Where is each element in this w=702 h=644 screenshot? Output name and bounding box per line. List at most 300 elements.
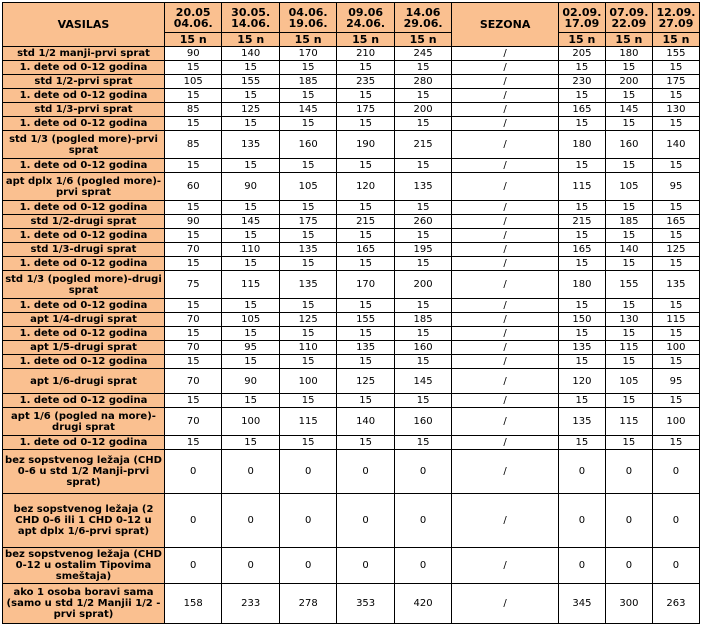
price-cell: 15 [394, 394, 451, 408]
price-cell: 15 [605, 117, 652, 131]
price-cell: 15 [337, 229, 394, 243]
row-label: apt dplx 1/6 (pogled more)-prvi sprat [3, 173, 165, 201]
row-label: 1. dete od 0-12 godina [3, 117, 165, 131]
price-cell: 0 [652, 548, 699, 584]
price-cell: 205 [558, 47, 605, 61]
unit-label: 15 n [222, 33, 279, 47]
price-cell: 190 [337, 131, 394, 159]
price-cell: 0 [337, 548, 394, 584]
season-label: SEZONA [452, 3, 559, 47]
price-cell: 165 [652, 215, 699, 229]
price-cell: 155 [222, 75, 279, 89]
price-cell: 140 [652, 131, 699, 159]
price-cell: 260 [394, 215, 451, 229]
price-cell: 100 [222, 408, 279, 436]
price-cell: 115 [558, 173, 605, 201]
price-cell: 15 [394, 229, 451, 243]
period-from: 12.09. [656, 5, 696, 19]
price-cell: 15 [558, 61, 605, 75]
price-cell: 130 [652, 103, 699, 117]
season-cell: / [452, 103, 559, 117]
price-cell: 130 [605, 313, 652, 327]
price-cell: 185 [394, 313, 451, 327]
price-cell: 15 [337, 436, 394, 450]
price-cell: 15 [222, 257, 279, 271]
row-label: 1. dete od 0-12 godina [3, 327, 165, 341]
price-cell: 15 [279, 355, 336, 369]
price-cell: 160 [279, 131, 336, 159]
price-cell: 15 [605, 436, 652, 450]
price-cell: 15 [279, 257, 336, 271]
price-cell: 15 [394, 159, 451, 173]
price-cell: 15 [164, 61, 221, 75]
price-cell: 0 [279, 450, 336, 494]
price-cell: 0 [558, 548, 605, 584]
price-cell: 0 [394, 548, 451, 584]
price-cell: 60 [164, 173, 221, 201]
price-cell: 15 [605, 159, 652, 173]
table-row [3, 299, 700, 313]
price-cell: 15 [605, 394, 652, 408]
price-cell: 15 [337, 394, 394, 408]
row-label: 1. dete od 0-12 godina [3, 257, 165, 271]
price-cell: 15 [558, 117, 605, 131]
price-cell: 15 [605, 327, 652, 341]
price-cell: 125 [337, 369, 394, 394]
row-label: apt 1/5-drugi sprat [3, 341, 165, 355]
price-cell: 70 [164, 369, 221, 394]
season-cell: / [452, 89, 559, 103]
price-cell: 15 [222, 299, 279, 313]
price-cell: 90 [222, 173, 279, 201]
price-cell: 15 [337, 257, 394, 271]
table-row [3, 341, 700, 355]
row-label: bez sopstvenog ležaja (CHD 0-12 u ostalim Tipovima smeštaja) [3, 548, 165, 584]
table-row [3, 394, 700, 408]
price-cell: 15 [558, 394, 605, 408]
price-cell: 15 [605, 89, 652, 103]
price-cell: 135 [394, 173, 451, 201]
price-cell: 0 [164, 450, 221, 494]
price-cell: 0 [164, 548, 221, 584]
price-cell: 15 [337, 61, 394, 75]
price-cell: 135 [558, 341, 605, 355]
price-cell: 200 [394, 103, 451, 117]
price-cell: 75 [164, 271, 221, 299]
price-cell: 15 [558, 229, 605, 243]
price-cell: 15 [222, 117, 279, 131]
row-label: std 1/3 (pogled more)-drugi sprat [3, 271, 165, 299]
price-cell: 140 [337, 408, 394, 436]
row-label: std 1/2-prvi sprat [3, 75, 165, 89]
table-row [3, 75, 700, 89]
price-cell: 15 [222, 89, 279, 103]
price-cell: 15 [558, 89, 605, 103]
season-cell: / [452, 436, 559, 450]
period-from: 07.09. [609, 5, 649, 19]
price-cell: 95 [652, 369, 699, 394]
period-to: 27.09 [658, 16, 694, 30]
price-cell: 15 [222, 61, 279, 75]
price-cell: 135 [279, 243, 336, 257]
price-cell: 0 [652, 450, 699, 494]
season-cell: / [452, 408, 559, 436]
season-cell: / [452, 494, 559, 548]
price-cell: 345 [558, 584, 605, 624]
price-cell: 160 [394, 408, 451, 436]
price-cell: 15 [652, 61, 699, 75]
table-row [3, 131, 700, 159]
row-label: std 1/3 (pogled more)-prvi sprat [3, 131, 165, 159]
price-cell: 15 [394, 299, 451, 313]
period-to: 17.09 [564, 16, 600, 30]
price-cell: 185 [605, 215, 652, 229]
price-cell: 15 [222, 229, 279, 243]
price-cell: 85 [164, 103, 221, 117]
price-cell: 90 [164, 215, 221, 229]
price-cell: 105 [605, 369, 652, 394]
season-cell: / [452, 47, 559, 61]
price-cell: 263 [652, 584, 699, 624]
price-cell: 15 [222, 394, 279, 408]
period-header [605, 3, 652, 33]
price-cell: 175 [337, 103, 394, 117]
price-cell: 15 [279, 159, 336, 173]
price-cell: 125 [652, 243, 699, 257]
price-cell: 165 [558, 103, 605, 117]
season-cell: / [452, 215, 559, 229]
table-row [3, 313, 700, 327]
price-cell: 15 [558, 159, 605, 173]
price-cell: 195 [394, 243, 451, 257]
price-cell: 0 [164, 494, 221, 548]
price-cell: 115 [605, 341, 652, 355]
price-cell: 15 [652, 436, 699, 450]
price-cell: 15 [222, 327, 279, 341]
price-cell: 233 [222, 584, 279, 624]
table-row [3, 61, 700, 75]
table-row [3, 436, 700, 450]
season-cell: / [452, 201, 559, 215]
row-label: bez sopstvenog ležaja (CHD 0-6 u std 1/2 Manji-prvi sprat) [3, 450, 165, 494]
price-cell: 115 [652, 313, 699, 327]
price-cell: 280 [394, 75, 451, 89]
price-cell: 0 [279, 548, 336, 584]
unit-label: 15 n [558, 33, 605, 47]
row-label: std 1/2 manji-prvi sprat [3, 47, 165, 61]
row-label: ako 1 osoba boravi sama (samo u std 1/2 Manjii 1/2 - prvi sprat) [3, 584, 165, 624]
price-cell: 15 [337, 159, 394, 173]
price-cell: 15 [652, 257, 699, 271]
period-from: 02.09. [562, 5, 602, 19]
price-cell: 15 [164, 327, 221, 341]
price-cell: 420 [394, 584, 451, 624]
price-cell: 15 [652, 201, 699, 215]
price-cell: 15 [337, 89, 394, 103]
price-cell: 15 [337, 327, 394, 341]
period-header [652, 3, 699, 33]
price-cell: 0 [337, 450, 394, 494]
season-cell: / [452, 75, 559, 89]
price-cell: 110 [279, 341, 336, 355]
season-cell: / [452, 341, 559, 355]
price-cell: 15 [394, 327, 451, 341]
price-cell: 70 [164, 408, 221, 436]
price-cell: 155 [337, 313, 394, 327]
unit-label: 15 n [337, 33, 394, 47]
price-cell: 155 [605, 271, 652, 299]
price-cell: 15 [558, 327, 605, 341]
price-cell: 95 [222, 341, 279, 355]
price-cell: 0 [222, 548, 279, 584]
price-cell: 165 [337, 243, 394, 257]
table-row [3, 89, 700, 103]
price-cell: 120 [337, 173, 394, 201]
price-cell: 0 [558, 450, 605, 494]
table-row [3, 271, 700, 299]
period-header [558, 3, 605, 33]
price-cell: 0 [652, 494, 699, 548]
season-cell: / [452, 313, 559, 327]
table-row [3, 548, 700, 584]
row-label: 1. dete od 0-12 godina [3, 394, 165, 408]
price-cell: 0 [222, 450, 279, 494]
price-cell: 15 [558, 299, 605, 313]
price-cell: 0 [394, 450, 451, 494]
price-cell: 15 [605, 257, 652, 271]
price-cell: 105 [164, 75, 221, 89]
table-row [3, 408, 700, 436]
price-cell: 15 [164, 229, 221, 243]
price-cell: 85 [164, 131, 221, 159]
season-cell: / [452, 131, 559, 159]
unit-label: 15 n [394, 33, 451, 47]
price-cell: 278 [279, 584, 336, 624]
price-cell: 135 [222, 131, 279, 159]
price-cell: 70 [164, 243, 221, 257]
price-cell: 90 [164, 47, 221, 61]
table-row [3, 229, 700, 243]
price-cell: 145 [605, 103, 652, 117]
price-cell: 15 [652, 229, 699, 243]
price-cell: 120 [558, 369, 605, 394]
table-row [3, 243, 700, 257]
season-cell: / [452, 229, 559, 243]
price-cell: 15 [652, 355, 699, 369]
unit-label: 15 n [605, 33, 652, 47]
period-to: 24.06. [346, 16, 386, 30]
price-cell: 90 [222, 369, 279, 394]
period-to: 19.06. [288, 16, 328, 30]
season-cell: / [452, 117, 559, 131]
table-row [3, 450, 700, 494]
price-cell: 105 [222, 313, 279, 327]
price-cell: 15 [605, 61, 652, 75]
table-row [3, 369, 700, 394]
price-cell: 160 [394, 341, 451, 355]
price-cell: 150 [558, 313, 605, 327]
price-cell: 15 [164, 436, 221, 450]
row-label: 1. dete od 0-12 godina [3, 355, 165, 369]
row-label: 1. dete od 0-12 godina [3, 89, 165, 103]
row-label: std 1/3-prvi sprat [3, 103, 165, 117]
price-cell: 353 [337, 584, 394, 624]
season-cell: / [452, 584, 559, 624]
price-cell: 105 [605, 173, 652, 201]
price-cell: 105 [279, 173, 336, 201]
season-cell: / [452, 548, 559, 584]
price-cell: 15 [222, 201, 279, 215]
price-cell: 110 [222, 243, 279, 257]
price-cell: 15 [164, 299, 221, 313]
price-cell: 145 [394, 369, 451, 394]
table-row [3, 159, 700, 173]
price-cell: 215 [337, 215, 394, 229]
period-from: 04.06. [288, 5, 328, 19]
season-cell: / [452, 61, 559, 75]
price-cell: 0 [558, 494, 605, 548]
season-cell: / [452, 355, 559, 369]
price-cell: 15 [279, 327, 336, 341]
price-cell: 15 [605, 229, 652, 243]
row-label: 1. dete od 0-12 godina [3, 159, 165, 173]
price-cell: 175 [279, 215, 336, 229]
price-cell: 15 [394, 61, 451, 75]
table-row [3, 355, 700, 369]
row-label: bez sopstvenog ležaja (2 CHD 0-6 ili 1 CHD 0-12 u apt dplx 1/6-prvi sprat) [3, 494, 165, 548]
price-cell: 15 [164, 117, 221, 131]
price-cell: 15 [605, 355, 652, 369]
period-to: 22.09 [611, 16, 647, 30]
season-cell: / [452, 299, 559, 313]
price-table [2, 2, 700, 624]
price-cell: 15 [652, 299, 699, 313]
price-cell: 15 [652, 89, 699, 103]
price-cell: 15 [605, 299, 652, 313]
price-cell: 95 [652, 173, 699, 201]
period-header [337, 3, 394, 33]
table-row [3, 584, 700, 624]
season-cell: / [452, 369, 559, 394]
price-cell: 15 [279, 117, 336, 131]
price-cell: 235 [337, 75, 394, 89]
price-cell: 70 [164, 313, 221, 327]
price-cell: 0 [605, 548, 652, 584]
price-cell: 70 [164, 341, 221, 355]
season-cell: / [452, 271, 559, 299]
price-cell: 180 [558, 131, 605, 159]
price-cell: 15 [558, 436, 605, 450]
price-cell: 15 [394, 201, 451, 215]
season-cell: / [452, 243, 559, 257]
price-cell: 115 [279, 408, 336, 436]
period-to: 14.06. [231, 16, 271, 30]
price-cell: 15 [279, 394, 336, 408]
period-header [279, 3, 336, 33]
price-cell: 140 [222, 47, 279, 61]
period-header [164, 3, 221, 33]
price-cell: 15 [394, 355, 451, 369]
price-cell: 0 [394, 494, 451, 548]
price-cell: 155 [652, 47, 699, 61]
price-cell: 245 [394, 47, 451, 61]
price-cell: 15 [558, 355, 605, 369]
price-cell: 0 [337, 494, 394, 548]
price-cell: 15 [164, 394, 221, 408]
price-cell: 15 [337, 355, 394, 369]
price-cell: 115 [605, 408, 652, 436]
period-from: 30.05. [231, 5, 271, 19]
price-cell: 210 [337, 47, 394, 61]
unit-label: 15 n [652, 33, 699, 47]
price-cell: 140 [605, 243, 652, 257]
price-cell: 200 [605, 75, 652, 89]
price-cell: 15 [164, 201, 221, 215]
price-cell: 145 [279, 103, 336, 117]
period-header [222, 3, 279, 33]
price-cell: 135 [558, 408, 605, 436]
price-cell: 15 [164, 257, 221, 271]
season-cell: / [452, 394, 559, 408]
price-cell: 15 [605, 201, 652, 215]
price-cell: 15 [558, 201, 605, 215]
price-cell: 0 [605, 450, 652, 494]
price-cell: 145 [222, 215, 279, 229]
price-cell: 200 [394, 271, 451, 299]
price-cell: 115 [222, 271, 279, 299]
price-cell: 165 [558, 243, 605, 257]
row-label: 1. dete od 0-12 godina [3, 436, 165, 450]
price-cell: 15 [652, 327, 699, 341]
row-label: apt 1/6 (pogled na more)-drugi sprat [3, 408, 165, 436]
table-row [3, 201, 700, 215]
corner-label: VASILAS [3, 3, 165, 47]
price-cell: 125 [222, 103, 279, 117]
season-cell: / [452, 450, 559, 494]
price-cell: 300 [605, 584, 652, 624]
price-cell: 0 [605, 494, 652, 548]
table-row [3, 103, 700, 117]
price-cell: 15 [279, 89, 336, 103]
price-cell: 15 [164, 355, 221, 369]
header-row-dates [3, 3, 700, 33]
period-header [394, 3, 451, 33]
price-cell: 15 [337, 201, 394, 215]
unit-label: 15 n [279, 33, 336, 47]
price-cell: 230 [558, 75, 605, 89]
price-cell: 15 [279, 61, 336, 75]
price-cell: 15 [164, 159, 221, 173]
season-cell: / [452, 173, 559, 201]
row-label: 1. dete od 0-12 godina [3, 61, 165, 75]
period-to: 04.06. [173, 16, 213, 30]
row-label: 1. dete od 0-12 godina [3, 201, 165, 215]
table-row [3, 117, 700, 131]
price-cell: 100 [652, 408, 699, 436]
row-label: 1. dete od 0-12 godina [3, 229, 165, 243]
price-cell: 15 [279, 229, 336, 243]
price-cell: 185 [279, 75, 336, 89]
price-cell: 215 [558, 215, 605, 229]
price-cell: 15 [279, 201, 336, 215]
season-cell: / [452, 159, 559, 173]
price-cell: 125 [279, 313, 336, 327]
price-cell: 170 [337, 271, 394, 299]
price-cell: 15 [222, 355, 279, 369]
table-row [3, 215, 700, 229]
price-cell: 100 [279, 369, 336, 394]
price-cell: 15 [652, 159, 699, 173]
